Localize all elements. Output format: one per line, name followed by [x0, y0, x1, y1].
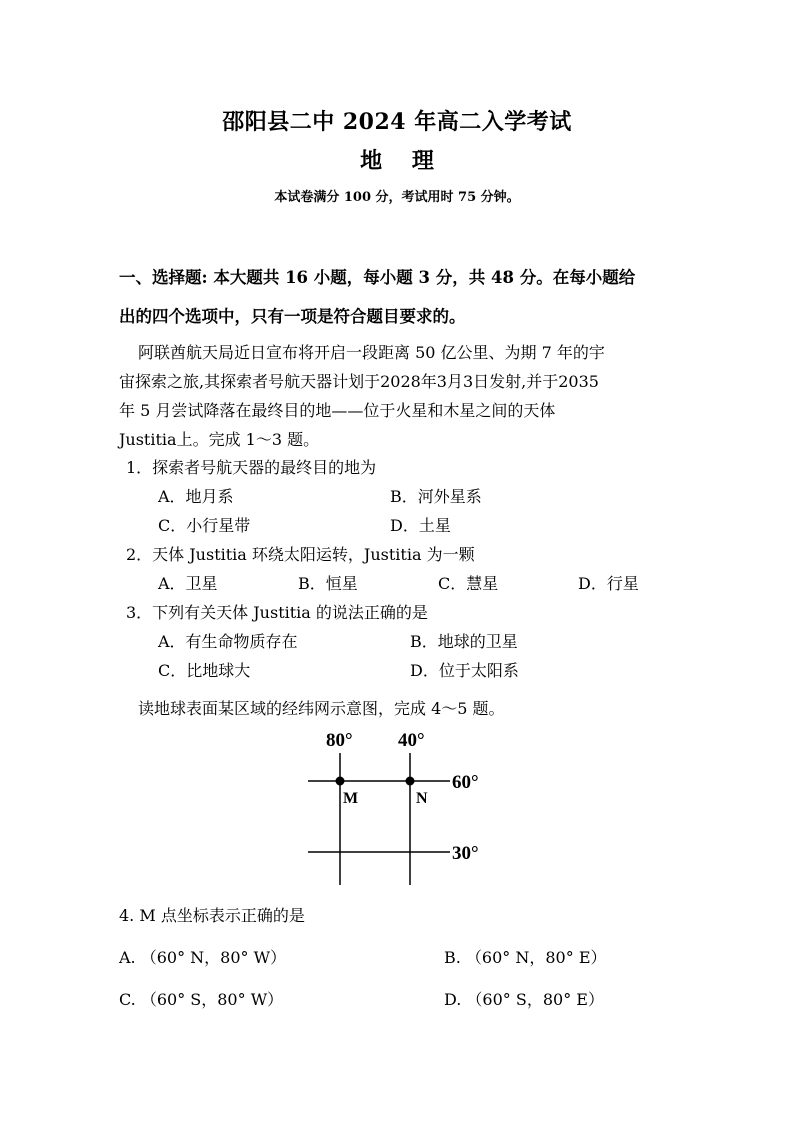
passage-line: 阿联酋航天局近日宣布将开启一段距离 50 亿公里、为期 7 年的宇 — [138, 343, 605, 362]
passage2-text: 读地球表面某区域的经纬网示意图，完成 4～5 题。 — [138, 699, 505, 718]
point-m-label: M — [343, 790, 359, 807]
q2-option-d: D．行星 — [578, 574, 639, 593]
q1-option-c: C．小行星带 — [158, 516, 251, 535]
longitude-label-right: 40° — [398, 730, 425, 751]
question-stem-3: 3．下列有关天体 Justitia 的说法正确的是 — [126, 603, 428, 622]
q1-option-a: A．地月系 — [158, 487, 234, 506]
q4-option-a: A. （60° N，80° W） — [119, 948, 287, 967]
q4-option-c: C. （60° S，80° W） — [119, 990, 284, 1009]
question-stem-2: 2．天体 Justitia 环绕太阳运转，Justitia 为一颗 — [126, 545, 475, 564]
subject-title: 地 理 — [360, 148, 434, 174]
exam-title: 邵阳县二中 2024 年高二入学考试 — [222, 109, 572, 135]
q1-option-b: B．河外星系 — [390, 487, 482, 506]
q2-option-b: B．恒星 — [298, 574, 358, 593]
exam-note: 本试卷满分 100 分，考试用时 75 分钟。 — [274, 190, 520, 205]
graticule-figure — [300, 725, 500, 890]
q2-option-c: C．慧星 — [438, 574, 499, 593]
q4-option-b: B. （60° N，80° E） — [444, 948, 607, 967]
latitude-label-top: 60° — [452, 772, 479, 793]
passage-line: Justitia上。完成 1～3 题。 — [119, 430, 320, 449]
q3-option-d: D．位于太阳系 — [410, 661, 519, 680]
section-heading-line2: 出的四个选项中，只有一项是符合题目要求的。 — [119, 307, 466, 326]
point-n-dot — [406, 777, 415, 786]
passage-line: 年 5 月尝试降落在最终目的地——位于火星和木星之间的天体 — [119, 401, 556, 420]
latitude-label-bottom: 30° — [452, 843, 479, 864]
point-m-dot — [336, 777, 345, 786]
q3-option-a: A．有生命物质存在 — [158, 632, 298, 651]
q3-option-c: C．比地球大 — [158, 661, 251, 680]
point-n-label: N — [416, 790, 428, 807]
question-stem-4: 4. M 点坐标表示正确的是 — [119, 906, 305, 925]
section-heading-line1: 一、选择题: 本大题共 16 小题，每小题 3 分，共 48 分。在每小题给 — [119, 268, 636, 287]
q4-option-d: D. （60° S，80° E） — [444, 990, 604, 1009]
q2-option-a: A．卫星 — [158, 574, 218, 593]
longitude-label-left: 80° — [326, 730, 353, 751]
question-stem-1: 1．探索者号航天器的最终目的地为 — [126, 458, 377, 477]
passage-line: 宙探索之旅,其探索者号航天器计划于2028年3月3日发射,并于2035 — [119, 372, 599, 391]
q3-option-b: B．地球的卫星 — [410, 632, 518, 651]
q1-option-d: D．土星 — [390, 516, 451, 535]
